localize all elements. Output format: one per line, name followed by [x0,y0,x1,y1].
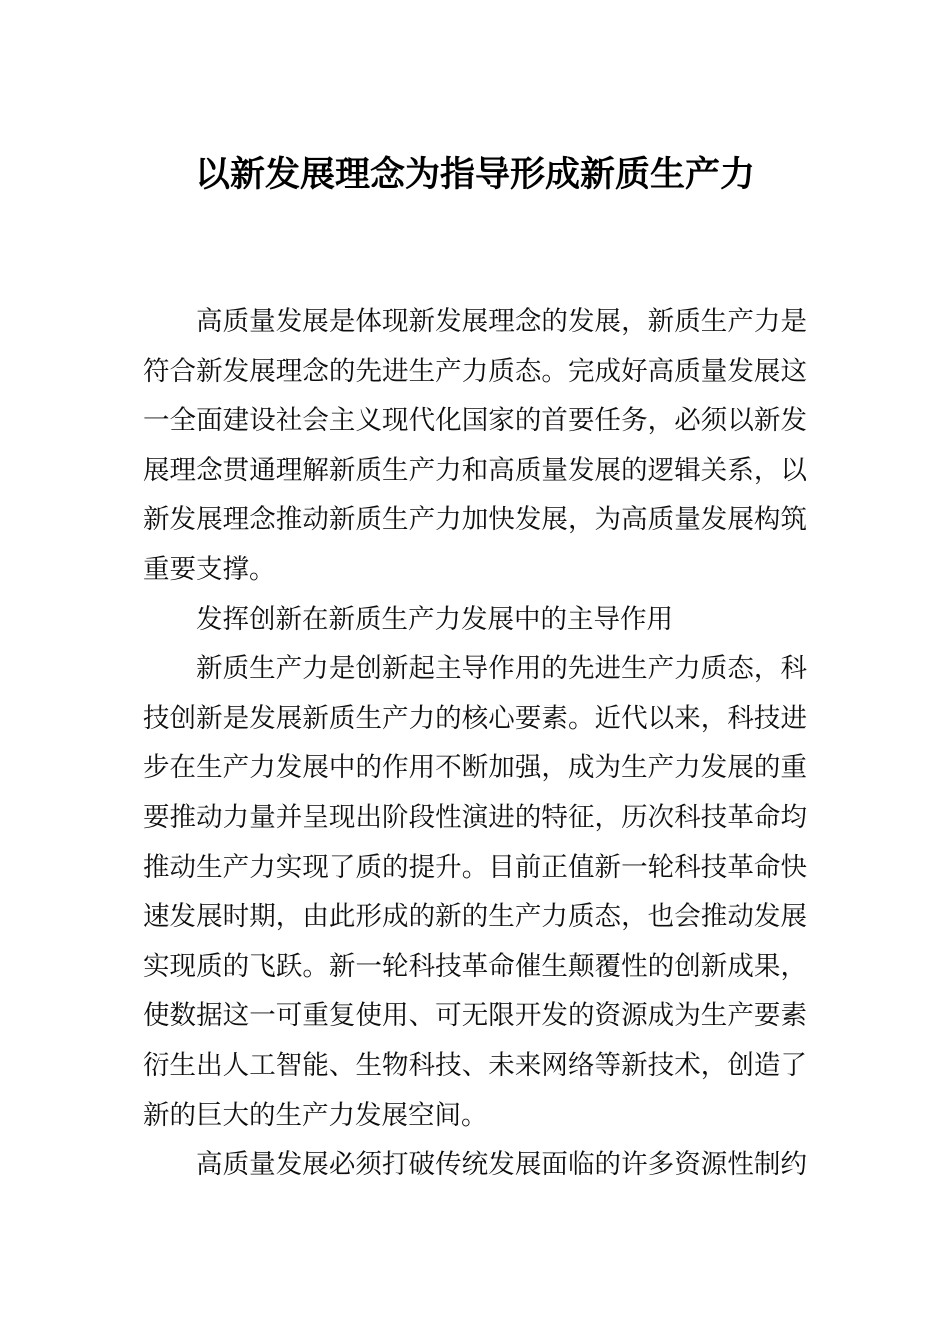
text-line: 符合新发展理念的先进生产力质态。完成好高质量发展这 [143,355,807,386]
text-line: 一全面建设社会主义现代化国家的首要任务，必须以新发 [143,405,807,436]
text-line: 新发展理念推动新质生产力加快发展，为高质量发展构筑 [143,504,807,535]
text-line: 要推动力量并呈现出阶段性演进的特征，历次科技革命均 [143,801,807,832]
text-line: 高质量发展必须打破传统发展面临的许多资源性制约 [196,1149,807,1180]
text-line: 新质生产力是创新起主导作用的先进生产力质态，科 [196,653,807,684]
document-body [143,297,807,1190]
text-line: 技创新是发展新质生产力的核心要素。近代以来，科技进 [143,702,807,733]
text-line: 衍生出人工智能、生物科技、未来网络等新技术，创造了 [143,1049,807,1080]
text-line: 新的巨大的生产力发展空间。 [143,1099,488,1130]
paragraph [143,644,807,1140]
paragraph [143,297,807,595]
text-line: 重要支撑。 [143,553,276,584]
text-line: 使数据这一可重复使用、可无限开发的资源成为生产要素 [143,1000,807,1031]
text-line: 步在生产力发展中的作用不断加强，成为生产力发展的重 [143,752,807,783]
text-line: 发挥创新在新质生产力发展中的主导作用 [196,603,673,634]
text-line: 高质量发展是体现新发展理念的发展，新质生产力是 [196,306,807,336]
document-title: 以新发展理念为指导形成新质生产力 [194,155,755,194]
paragraph [143,1140,807,1190]
text-line: 速发展时期，由此形成的新的生产力质态，也会推动发展 [143,901,807,932]
text-line: 实现质的飞跃。新一轮科技革命催生颠覆性的创新成果， [143,950,807,981]
paragraph [143,595,807,645]
text-line: 展理念贯通理解新质生产力和高质量发展的逻辑关系，以 [143,454,807,485]
text-line: 推动生产力实现了质的提升。目前正值新一轮科技革命快 [143,851,807,882]
